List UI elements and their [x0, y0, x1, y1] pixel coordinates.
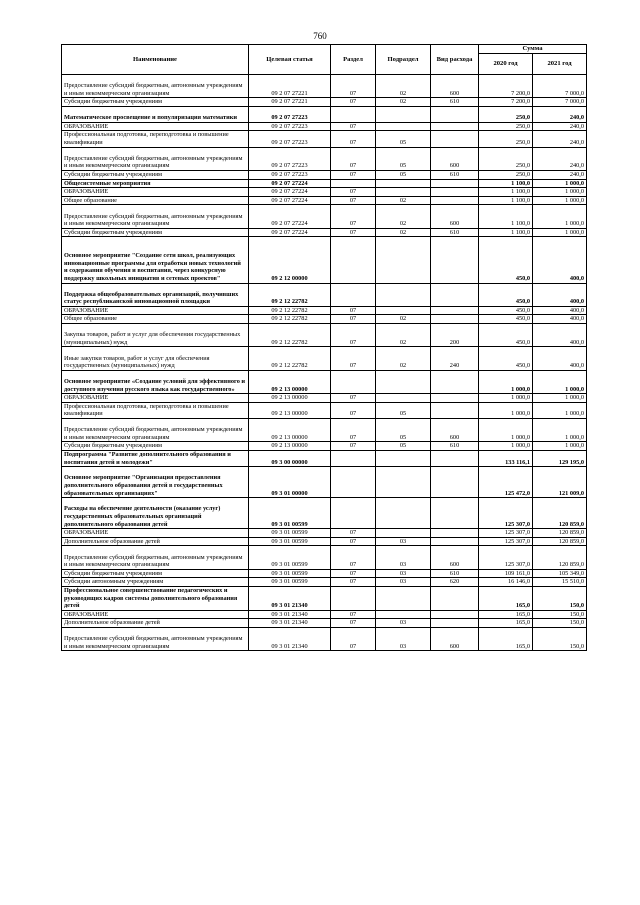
row-target-code: 09 2 13 00000 — [249, 442, 331, 451]
row-section: 07 — [331, 442, 376, 451]
row-expense-type — [431, 283, 479, 306]
row-expense-type — [431, 402, 479, 418]
row-section: 07 — [331, 347, 376, 370]
row-subsection: 02 — [376, 347, 431, 370]
row-amount-2020: 250,0 — [479, 170, 533, 179]
row-target-code: 09 2 07 27223 — [249, 122, 331, 131]
row-section: 07 — [331, 394, 376, 403]
row-subsection: 02 — [376, 75, 431, 98]
row-amount-2020: 165,0 — [479, 586, 533, 610]
row-section: 07 — [331, 205, 376, 228]
table-row — [62, 324, 587, 347]
header-sum: Сумма — [479, 45, 587, 54]
table-row — [62, 170, 587, 179]
row-subsection — [376, 467, 431, 498]
row-expense-type — [431, 498, 479, 529]
row-target-code: 09 2 07 27221 — [249, 75, 331, 98]
row-name: Предоставление субсидий бюджетным, автономным учреждениям и иным некоммерческим организациям — [62, 147, 249, 170]
row-amount-2020: 125 307,0 — [479, 546, 533, 569]
row-subsection — [376, 529, 431, 538]
row-section: 07 — [331, 619, 376, 628]
row-amount-2020: 450,0 — [479, 347, 533, 370]
row-amount-2021: 400,0 — [533, 283, 587, 306]
row-amount-2020: 450,0 — [479, 324, 533, 347]
row-target-code: 09 2 13 00000 — [249, 402, 331, 418]
row-target-code: 09 2 13 00000 — [249, 394, 331, 403]
row-expense-type: 600 — [431, 75, 479, 98]
table-row — [62, 131, 587, 147]
row-expense-type — [431, 315, 479, 324]
row-subsection: 03 — [376, 546, 431, 569]
row-name: ОБРАЗОВАНИЕ — [62, 122, 249, 131]
row-name: ОБРАЗОВАНИЕ — [62, 610, 249, 619]
row-target-code: 09 3 01 00599 — [249, 578, 331, 587]
row-section — [331, 283, 376, 306]
row-amount-2021: 400,0 — [533, 324, 587, 347]
row-name: Закупка товаров, работ и услуг для обеспечения государственных (муниципальных) нужд — [62, 324, 249, 347]
row-section — [331, 106, 376, 122]
row-section: 07 — [331, 537, 376, 546]
row-name: Субсидии бюджетным учреждениям — [62, 98, 249, 107]
table-row — [62, 627, 587, 650]
row-subsection — [376, 237, 431, 283]
row-amount-2021: 1 000,0 — [533, 370, 587, 393]
header-name: Наименование — [62, 45, 249, 75]
row-amount-2021: 1 000,0 — [533, 442, 587, 451]
row-section: 07 — [331, 122, 376, 131]
row-amount-2020: 250,0 — [479, 147, 533, 170]
row-amount-2021: 121 009,0 — [533, 467, 587, 498]
row-subsection — [376, 370, 431, 393]
row-name: Общее образование — [62, 196, 249, 205]
row-subsection — [376, 451, 431, 467]
row-name: Общее образование — [62, 315, 249, 324]
table-row — [62, 106, 587, 122]
row-amount-2020: 1 100,0 — [479, 179, 533, 188]
table-row — [62, 529, 587, 538]
row-expense-type: 610 — [431, 569, 479, 578]
row-target-code: 09 2 12 00000 — [249, 237, 331, 283]
row-name: ОБРАЗОВАНИЕ — [62, 529, 249, 538]
row-expense-type — [431, 122, 479, 131]
row-amount-2021: 240,0 — [533, 106, 587, 122]
row-expense-type — [431, 196, 479, 205]
table-row — [62, 451, 587, 467]
row-amount-2020: 125 472,0 — [479, 467, 533, 498]
row-section: 07 — [331, 315, 376, 324]
row-name: Профессиональное совершенствование педагогических и руководящих кадров системы дополнительного образования детей — [62, 586, 249, 610]
row-amount-2020: 1 100,0 — [479, 205, 533, 228]
row-amount-2021: 1 000,0 — [533, 228, 587, 237]
row-target-code: 09 2 12 22782 — [249, 324, 331, 347]
row-expense-type — [431, 586, 479, 610]
row-amount-2020: 125 307,0 — [479, 537, 533, 546]
row-target-code: 09 2 07 27224 — [249, 179, 331, 188]
header-section: Раздел — [331, 45, 376, 75]
row-amount-2021: 150,0 — [533, 586, 587, 610]
row-amount-2020: 7 200,0 — [479, 75, 533, 98]
row-section — [331, 370, 376, 393]
row-amount-2021: 7 000,0 — [533, 75, 587, 98]
row-target-code: 09 2 07 27223 — [249, 106, 331, 122]
row-subsection — [376, 122, 431, 131]
row-subsection: 03 — [376, 619, 431, 628]
row-subsection: 03 — [376, 569, 431, 578]
row-expense-type — [431, 537, 479, 546]
row-subsection — [376, 394, 431, 403]
row-expense-type — [431, 131, 479, 147]
row-amount-2020: 1 100,0 — [479, 188, 533, 197]
row-subsection — [376, 188, 431, 197]
row-expense-type: 610 — [431, 170, 479, 179]
row-amount-2021: 1 000,0 — [533, 402, 587, 418]
table-row — [62, 442, 587, 451]
row-amount-2021: 1 000,0 — [533, 188, 587, 197]
row-amount-2020: 7 200,0 — [479, 98, 533, 107]
table-row — [62, 537, 587, 546]
row-expense-type: 200 — [431, 324, 479, 347]
row-name: Общесистемные мероприятия — [62, 179, 249, 188]
row-section — [331, 179, 376, 188]
row-section — [331, 237, 376, 283]
row-subsection: 03 — [376, 627, 431, 650]
row-target-code: 09 3 01 00000 — [249, 467, 331, 498]
row-amount-2020: 125 307,0 — [479, 498, 533, 529]
page-number: 760 — [313, 31, 327, 41]
row-name: ОБРАЗОВАНИЕ — [62, 394, 249, 403]
row-target-code: 09 2 07 27224 — [249, 196, 331, 205]
row-name: Предоставление субсидий бюджетным, автономным учреждениям и иным некоммерческим организациям — [62, 546, 249, 569]
table-body — [62, 75, 587, 651]
table-row — [62, 370, 587, 393]
row-amount-2020: 1 000,0 — [479, 419, 533, 442]
table-row — [62, 402, 587, 418]
row-section: 07 — [331, 529, 376, 538]
header-subsection: Подраздел — [376, 45, 431, 75]
row-target-code: 09 2 07 27223 — [249, 147, 331, 170]
row-amount-2020: 165,0 — [479, 627, 533, 650]
row-name: Основное мероприятие "Организация предоставления дополнительного образования детей в государственных образовательных организациях" — [62, 467, 249, 498]
row-target-code: 09 2 07 27221 — [249, 98, 331, 107]
row-subsection — [376, 106, 431, 122]
row-amount-2021: 150,0 — [533, 610, 587, 619]
row-subsection: 05 — [376, 170, 431, 179]
row-subsection: 05 — [376, 131, 431, 147]
table-row — [62, 569, 587, 578]
row-expense-type — [431, 237, 479, 283]
row-amount-2020: 450,0 — [479, 315, 533, 324]
table-row — [62, 283, 587, 306]
table-row — [62, 315, 587, 324]
row-expense-type: 600 — [431, 205, 479, 228]
row-section: 07 — [331, 578, 376, 587]
row-expense-type — [431, 610, 479, 619]
row-amount-2021: 1 000,0 — [533, 205, 587, 228]
row-section — [331, 498, 376, 529]
row-target-code: 09 3 01 00599 — [249, 569, 331, 578]
row-subsection: 03 — [376, 537, 431, 546]
row-expense-type — [431, 306, 479, 315]
row-amount-2021: 240,0 — [533, 122, 587, 131]
row-amount-2020: 1 100,0 — [479, 228, 533, 237]
row-amount-2020: 250,0 — [479, 122, 533, 131]
row-section — [331, 586, 376, 610]
table-row — [62, 205, 587, 228]
row-target-code: 09 3 01 00599 — [249, 546, 331, 569]
row-expense-type — [431, 188, 479, 197]
row-target-code: 09 3 01 21340 — [249, 610, 331, 619]
row-section: 07 — [331, 610, 376, 619]
row-expense-type — [431, 179, 479, 188]
row-amount-2020: 133 116,1 — [479, 451, 533, 467]
table-row — [62, 586, 587, 610]
row-section: 07 — [331, 98, 376, 107]
row-expense-type: 610 — [431, 98, 479, 107]
table-row — [62, 75, 587, 98]
row-amount-2021: 400,0 — [533, 347, 587, 370]
row-section — [331, 467, 376, 498]
row-amount-2021: 1 000,0 — [533, 394, 587, 403]
row-section: 07 — [331, 627, 376, 650]
row-name: Профессиональная подготовка, переподготовка и повышение квалификации — [62, 402, 249, 418]
table-row — [62, 179, 587, 188]
row-amount-2021: 129 195,0 — [533, 451, 587, 467]
header-expense-type: Вид расхода — [431, 45, 479, 75]
budget-table — [61, 44, 587, 651]
row-amount-2020: 450,0 — [479, 306, 533, 315]
row-name: Расходы на обеспечение деятельности (оказание услуг) государственных образовательных организаций дополнительного образования детей — [62, 498, 249, 529]
row-name: Поддержка общеобразовательных организаций, получивших статус республиканской инновационной площадки — [62, 283, 249, 306]
row-amount-2020: 250,0 — [479, 106, 533, 122]
row-amount-2021: 105 349,0 — [533, 569, 587, 578]
table-row — [62, 228, 587, 237]
header-target: Целевая статья — [249, 45, 331, 75]
row-section — [331, 451, 376, 467]
table-row — [62, 546, 587, 569]
row-section: 07 — [331, 306, 376, 315]
row-section: 07 — [331, 196, 376, 205]
row-section: 07 — [331, 569, 376, 578]
row-target-code: 09 3 01 00599 — [249, 537, 331, 546]
row-name: Дополнительное образование детей — [62, 537, 249, 546]
row-expense-type: 600 — [431, 419, 479, 442]
row-subsection: 02 — [376, 324, 431, 347]
row-amount-2020: 16 146,0 — [479, 578, 533, 587]
row-target-code: 09 2 07 27224 — [249, 228, 331, 237]
table-row — [62, 122, 587, 131]
row-section: 07 — [331, 228, 376, 237]
row-amount-2020: 450,0 — [479, 237, 533, 283]
table-row — [62, 498, 587, 529]
row-name: Дополнительное образование детей — [62, 619, 249, 628]
row-section: 07 — [331, 324, 376, 347]
row-target-code: 09 2 12 22782 — [249, 283, 331, 306]
row-expense-type — [431, 394, 479, 403]
row-amount-2020: 450,0 — [479, 283, 533, 306]
row-name: Субсидии бюджетным учреждениям — [62, 170, 249, 179]
row-target-code: 09 2 07 27223 — [249, 131, 331, 147]
row-expense-type: 620 — [431, 578, 479, 587]
row-section: 07 — [331, 147, 376, 170]
row-target-code: 09 3 01 00599 — [249, 498, 331, 529]
row-amount-2021: 1 000,0 — [533, 419, 587, 442]
table-row — [62, 147, 587, 170]
row-expense-type — [431, 370, 479, 393]
row-target-code: 09 2 12 22782 — [249, 306, 331, 315]
row-target-code: 09 2 07 27224 — [249, 188, 331, 197]
row-name: Предоставление субсидий бюджетным, автономным учреждениям и иным некоммерческим организациям — [62, 627, 249, 650]
row-amount-2021: 120 859,0 — [533, 537, 587, 546]
row-name: Предоставление субсидий бюджетным, автономным учреждениям и иным некоммерческим организациям — [62, 419, 249, 442]
row-target-code: 09 3 01 21340 — [249, 627, 331, 650]
row-subsection — [376, 586, 431, 610]
row-amount-2020: 109 161,0 — [479, 569, 533, 578]
row-expense-type: 600 — [431, 627, 479, 650]
row-name: Основное мероприятие "Создание сети школ, реализующих инновационные программы для отработки новых технологий и содержания обучения и воспитания, через конкурсную поддержку школьных инициатив и сетевых проектов" — [62, 237, 249, 283]
row-section: 07 — [331, 419, 376, 442]
row-target-code: 09 2 07 27224 — [249, 205, 331, 228]
row-name: Субсидии бюджетным учреждениям — [62, 228, 249, 237]
row-name: Субсидии бюджетным учреждениям — [62, 442, 249, 451]
row-section: 07 — [331, 75, 376, 98]
row-amount-2021: 400,0 — [533, 315, 587, 324]
row-amount-2020: 165,0 — [479, 619, 533, 628]
row-amount-2021: 240,0 — [533, 131, 587, 147]
row-name: Предоставление субсидий бюджетным, автономным учреждениям и иным некоммерческим организациям — [62, 75, 249, 98]
row-subsection: 02 — [376, 315, 431, 324]
row-subsection: 02 — [376, 196, 431, 205]
row-amount-2020: 165,0 — [479, 610, 533, 619]
row-subsection: 02 — [376, 228, 431, 237]
row-name: Субсидии автономным учреждениям — [62, 578, 249, 587]
table-row — [62, 610, 587, 619]
row-amount-2021: 240,0 — [533, 147, 587, 170]
row-name: Предоставление субсидий бюджетным, автономным учреждениям и иным некоммерческим организациям — [62, 205, 249, 228]
row-amount-2020: 1 000,0 — [479, 370, 533, 393]
table-row — [62, 467, 587, 498]
row-subsection: 05 — [376, 147, 431, 170]
row-amount-2021: 15 510,0 — [533, 578, 587, 587]
row-expense-type — [431, 451, 479, 467]
row-target-code: 09 2 07 27223 — [249, 170, 331, 179]
row-name: Профессиональная подготовка, переподготовка и повышение квалификации — [62, 131, 249, 147]
row-expense-type: 600 — [431, 147, 479, 170]
row-target-code: 09 2 12 22782 — [249, 315, 331, 324]
row-amount-2021: 240,0 — [533, 170, 587, 179]
row-amount-2021: 1 000,0 — [533, 179, 587, 188]
row-subsection: 05 — [376, 402, 431, 418]
row-amount-2021: 1 000,0 — [533, 196, 587, 205]
row-section: 07 — [331, 131, 376, 147]
row-subsection: 05 — [376, 442, 431, 451]
row-target-code: 09 3 01 00599 — [249, 529, 331, 538]
row-section: 07 — [331, 170, 376, 179]
row-subsection — [376, 306, 431, 315]
row-subsection — [376, 283, 431, 306]
row-name: Подпрограмма "Развитие дополнительного образования и воспитания детей и молодежи" — [62, 451, 249, 467]
row-subsection: 02 — [376, 98, 431, 107]
row-amount-2021: 150,0 — [533, 619, 587, 628]
row-name: Иные закупки товаров, работ и услуг для обеспечения государственных (муниципальных) нужд — [62, 347, 249, 370]
row-subsection — [376, 610, 431, 619]
row-amount-2021: 400,0 — [533, 237, 587, 283]
table-row — [62, 619, 587, 628]
row-name: Основное мероприятие «Создание условий для эффективного и доступного изучения русского языка как государственного» — [62, 370, 249, 393]
row-section: 07 — [331, 188, 376, 197]
row-amount-2020: 1 100,0 — [479, 196, 533, 205]
row-target-code: 09 2 13 00000 — [249, 419, 331, 442]
row-subsection: 03 — [376, 578, 431, 587]
table-row — [62, 237, 587, 283]
row-subsection — [376, 498, 431, 529]
row-subsection: 05 — [376, 419, 431, 442]
row-target-code: 09 3 00 00000 — [249, 451, 331, 467]
row-target-code: 09 3 01 21340 — [249, 586, 331, 610]
table-row — [62, 188, 587, 197]
row-name: ОБРАЗОВАНИЕ — [62, 306, 249, 315]
row-amount-2021: 7 000,0 — [533, 98, 587, 107]
row-amount-2021: 150,0 — [533, 627, 587, 650]
row-amount-2020: 1 000,0 — [479, 394, 533, 403]
table-row — [62, 347, 587, 370]
row-target-code: 09 2 13 00000 — [249, 370, 331, 393]
row-expense-type: 610 — [431, 228, 479, 237]
table-row — [62, 578, 587, 587]
row-subsection — [376, 179, 431, 188]
row-expense-type — [431, 467, 479, 498]
row-expense-type — [431, 106, 479, 122]
header-2021: 2021 год — [533, 54, 587, 75]
row-section: 07 — [331, 402, 376, 418]
row-amount-2021: 120 859,0 — [533, 546, 587, 569]
row-target-code: 09 2 12 22782 — [249, 347, 331, 370]
header-2020: 2020 год — [479, 54, 533, 75]
row-amount-2020: 1 000,0 — [479, 402, 533, 418]
table-row — [62, 306, 587, 315]
row-name: Математическое просвещение и популяризация математики — [62, 106, 249, 122]
row-expense-type — [431, 619, 479, 628]
row-expense-type: 600 — [431, 546, 479, 569]
row-expense-type: 240 — [431, 347, 479, 370]
row-amount-2020: 250,0 — [479, 131, 533, 147]
row-amount-2021: 400,0 — [533, 306, 587, 315]
table-row — [62, 196, 587, 205]
table-row — [62, 419, 587, 442]
table-row — [62, 98, 587, 107]
row-name: ОБРАЗОВАНИЕ — [62, 188, 249, 197]
row-expense-type: 610 — [431, 442, 479, 451]
row-amount-2021: 120 859,0 — [533, 498, 587, 529]
row-amount-2020: 1 000,0 — [479, 442, 533, 451]
row-expense-type — [431, 529, 479, 538]
row-amount-2021: 120 859,0 — [533, 529, 587, 538]
row-subsection: 02 — [376, 205, 431, 228]
row-name: Субсидии бюджетным учреждениям — [62, 569, 249, 578]
row-section: 07 — [331, 546, 376, 569]
row-amount-2020: 125 307,0 — [479, 529, 533, 538]
table-row — [62, 394, 587, 403]
row-target-code: 09 3 01 21340 — [249, 619, 331, 628]
